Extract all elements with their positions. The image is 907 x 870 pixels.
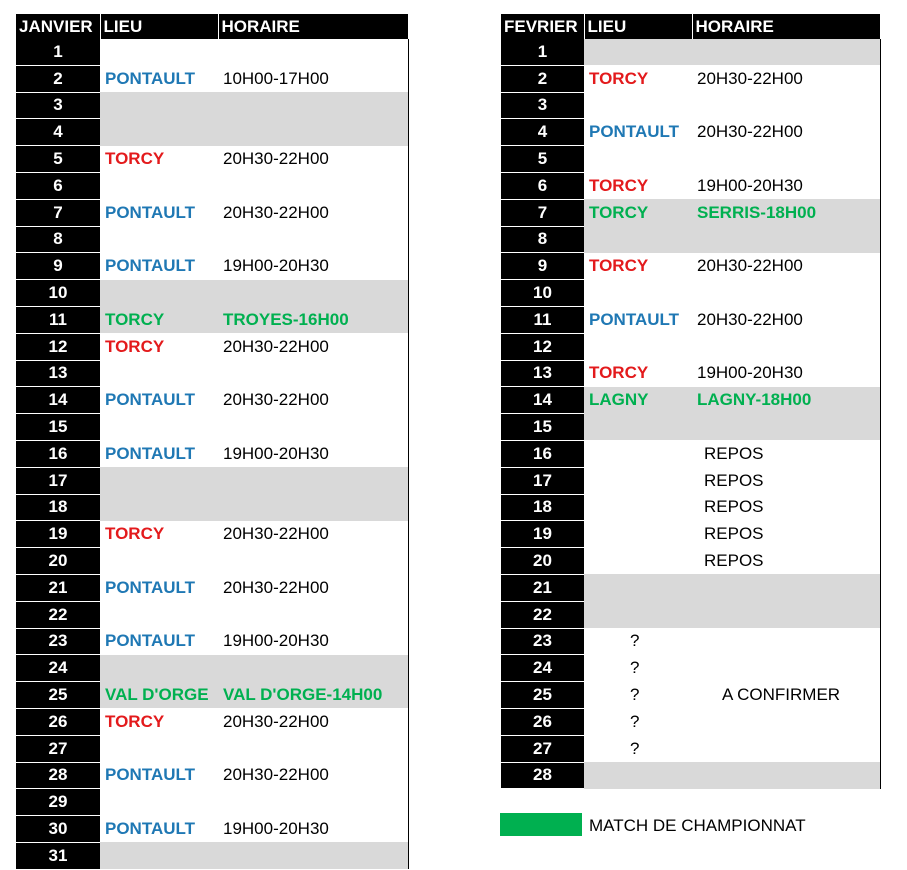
fevrier-lieu-cell: ? — [630, 738, 640, 758]
fevrier-lieu-cell: TORCY — [589, 363, 649, 383]
janvier-day-cell: 26 — [16, 708, 100, 735]
janvier-horaire-cell: 19H00-20H30 — [218, 628, 408, 655]
janvier-lieu-cell — [100, 414, 218, 441]
fevrier-day-cell: 8 — [501, 226, 584, 253]
fevrier-day-cell: 22 — [501, 601, 584, 628]
fevrier-row — [501, 172, 880, 199]
fevrier-row — [501, 655, 880, 682]
fevrier-day-cell: 11 — [501, 306, 584, 333]
janvier-horaire-cell: TROYES-16H00 — [218, 306, 408, 333]
janvier-lieu-cell — [100, 842, 218, 869]
fevrier-row — [501, 360, 880, 387]
janvier-lieu-cell — [100, 92, 218, 119]
fevrier-day-cell: 4 — [501, 119, 584, 146]
janvier-row — [16, 119, 408, 146]
janvier-lieu-cell — [100, 119, 218, 146]
fevrier-day-cell: 16 — [501, 440, 584, 467]
janvier-lieu-cell: TORCY — [105, 711, 165, 731]
janvier-lieu-cell — [100, 280, 218, 307]
fevrier-row — [501, 762, 880, 789]
janvier-day-cell: 16 — [16, 440, 100, 467]
fevrier-horaire-cell — [692, 574, 880, 601]
fevrier-row — [501, 467, 880, 494]
fevrier-horaire-cell: 20H30-22H00 — [692, 253, 880, 280]
fevrier-row — [501, 253, 880, 280]
fevrier-row — [501, 92, 880, 119]
fevrier-horaire-cell — [692, 628, 880, 655]
janvier-row — [16, 280, 408, 307]
janvier-horaire-cell — [218, 92, 408, 119]
janvier-row — [16, 655, 408, 682]
janvier-horaire-cell: 20H30-22H00 — [218, 333, 408, 360]
fevrier-row — [501, 414, 880, 441]
fevrier-row — [501, 708, 880, 735]
fevrier-lieu-cell: TORCY — [589, 175, 649, 195]
janvier-day-cell: 13 — [16, 360, 100, 387]
fevrier-row — [501, 494, 880, 521]
janvier-horaire-cell: 20H30-22H00 — [218, 387, 408, 414]
janvier-day-cell: 7 — [16, 199, 100, 226]
fevrier-day-cell: 21 — [501, 574, 584, 601]
janvier-lieu-cell: TORCY — [100, 306, 218, 333]
janvier-lieu-cell: PONTAULT — [105, 577, 196, 597]
janvier-day-cell: 24 — [16, 655, 100, 682]
janvier-horaire-cell — [218, 735, 408, 762]
fevrier-horaire-cell — [692, 655, 880, 682]
fevrier-row — [501, 280, 880, 307]
fevrier-lieu-cell — [584, 601, 692, 628]
fevrier-day-cell: 24 — [501, 655, 584, 682]
fevrier-horaire-cell — [692, 146, 880, 173]
fevrier-day-cell: 23 — [501, 628, 584, 655]
fevrier-day-cell: 1 — [501, 39, 584, 65]
janvier-row — [16, 253, 408, 280]
fevrier-horaire-cell — [692, 762, 880, 789]
janvier-day-cell: 25 — [16, 682, 100, 709]
fevrier-table — [501, 14, 881, 789]
fevrier-horaire-cell: 20H30-22H00 — [692, 306, 880, 333]
fevrier-day-cell: 27 — [501, 735, 584, 762]
fevrier-day-cell: 9 — [501, 253, 584, 280]
fevrier-day-cell: 18 — [501, 494, 584, 521]
janvier-row — [16, 467, 408, 494]
janvier-row — [16, 199, 408, 226]
janvier-horaire-cell: 20H30-22H00 — [218, 708, 408, 735]
janvier-day-cell: 15 — [16, 414, 100, 441]
janvier-horaire-cell — [218, 119, 408, 146]
janvier-row — [16, 92, 408, 119]
fevrier-horaire-cell: REPOS — [692, 467, 880, 494]
janvier-horaire-cell — [218, 280, 408, 307]
janvier-row — [16, 65, 408, 92]
janvier-lieu-cell: PONTAULT — [105, 202, 196, 222]
fevrier-day-cell: 19 — [501, 521, 584, 548]
janvier-day-cell: 17 — [16, 467, 100, 494]
fevrier-day-cell: 5 — [501, 146, 584, 173]
janvier-lieu-header: LIEU — [100, 14, 218, 39]
fevrier-horaire-cell: A CONFIRMER — [692, 682, 880, 709]
fevrier-row — [501, 199, 880, 226]
fevrier-lieu-cell — [584, 226, 692, 253]
fevrier-horaire-cell: 19H00-20H30 — [692, 360, 880, 387]
janvier-row — [16, 414, 408, 441]
fevrier-lieu-cell: LAGNY — [584, 387, 692, 414]
janvier-horaire-cell — [218, 172, 408, 199]
janvier-horaire-header: HORAIRE — [218, 14, 408, 39]
fevrier-horaire-cell: REPOS — [692, 521, 880, 548]
janvier-row — [16, 494, 408, 521]
janvier-row — [16, 521, 408, 548]
fevrier-row — [501, 601, 880, 628]
janvier-lieu-cell: TORCY — [105, 336, 165, 356]
janvier-day-cell: 14 — [16, 387, 100, 414]
fevrier-lieu-cell: ? — [630, 685, 640, 705]
janvier-day-cell: 28 — [16, 762, 100, 789]
fevrier-row — [501, 521, 880, 548]
fevrier-horaire-cell — [692, 414, 880, 441]
fevrier-day-cell: 25 — [501, 682, 584, 709]
janvier-day-cell: 18 — [16, 494, 100, 521]
fevrier-row — [501, 548, 880, 575]
janvier-lieu-cell: PONTAULT — [105, 631, 196, 651]
fevrier-day-cell: 2 — [501, 65, 584, 92]
janvier-row — [16, 628, 408, 655]
janvier-row — [16, 333, 408, 360]
janvier-row — [16, 708, 408, 735]
janvier-month-header: JANVIER — [16, 14, 100, 39]
janvier-day-cell: 6 — [16, 172, 100, 199]
fevrier-day-cell: 10 — [501, 280, 584, 307]
fevrier-horaire-header: HORAIRE — [692, 14, 880, 39]
janvier-day-cell: 11 — [16, 306, 100, 333]
fevrier-lieu-cell: TORCY — [589, 68, 649, 88]
fevrier-horaire-cell: 19H00-20H30 — [692, 172, 880, 199]
fevrier-lieu-cell — [584, 574, 692, 601]
fevrier-lieu-cell: PONTAULT — [589, 122, 680, 142]
janvier-lieu-cell: PONTAULT — [105, 765, 196, 785]
janvier-lieu-cell — [100, 360, 218, 387]
legend-swatch — [500, 813, 582, 836]
fevrier-lieu-cell — [584, 521, 692, 548]
janvier-lieu-cell — [100, 735, 218, 762]
fevrier-row — [501, 682, 880, 709]
fevrier-row — [501, 146, 880, 173]
fevrier-horaire-cell: REPOS — [692, 548, 880, 575]
fevrier-day-cell: 14 — [501, 387, 584, 414]
janvier-row — [16, 387, 408, 414]
fevrier-horaire-cell — [692, 333, 880, 360]
fevrier-lieu-cell — [584, 333, 692, 360]
fevrier-horaire-cell: REPOS — [692, 494, 880, 521]
janvier-horaire-cell: 19H00-20H30 — [218, 440, 408, 467]
janvier-row — [16, 226, 408, 253]
janvier-lieu-cell — [100, 601, 218, 628]
fevrier-horaire-cell: SERRIS-18H00 — [692, 199, 880, 226]
fevrier-lieu-cell: ? — [630, 658, 640, 678]
fevrier-day-cell: 28 — [501, 762, 584, 789]
janvier-horaire-cell: 20H30-22H00 — [218, 521, 408, 548]
fevrier-row — [501, 306, 880, 333]
fevrier-day-cell: 20 — [501, 548, 584, 575]
fevrier-lieu-cell — [584, 440, 692, 467]
janvier-row — [16, 360, 408, 387]
fevrier-horaire-cell: 20H30-22H00 — [692, 65, 880, 92]
janvier-table — [16, 14, 409, 870]
janvier-lieu-cell: PONTAULT — [105, 68, 196, 88]
janvier-row — [16, 39, 408, 65]
fevrier-day-cell: 13 — [501, 360, 584, 387]
fevrier-row — [501, 226, 880, 253]
fevrier-horaire-cell — [692, 280, 880, 307]
fevrier-horaire-cell: REPOS — [692, 440, 880, 467]
janvier-horaire-cell: 20H30-22H00 — [218, 574, 408, 601]
janvier-day-cell: 30 — [16, 816, 100, 843]
fevrier-row — [501, 628, 880, 655]
fevrier-horaire-cell: LAGNY-18H00 — [692, 387, 880, 414]
janvier-day-cell: 10 — [16, 280, 100, 307]
janvier-row — [16, 574, 408, 601]
janvier-row — [16, 842, 408, 869]
janvier-row — [16, 762, 408, 789]
janvier-row — [16, 789, 408, 816]
janvier-horaire-cell — [218, 789, 408, 816]
janvier-day-cell: 27 — [16, 735, 100, 762]
janvier-horaire-cell: 19H00-20H30 — [218, 816, 408, 843]
janvier-horaire-cell — [218, 655, 408, 682]
fevrier-day-cell: 26 — [501, 708, 584, 735]
fevrier-lieu-cell — [584, 39, 692, 65]
fevrier-horaire-cell — [692, 226, 880, 253]
fevrier-horaire-cell — [692, 39, 880, 65]
janvier-row — [16, 440, 408, 467]
janvier-day-cell: 3 — [16, 92, 100, 119]
fevrier-lieu-cell — [584, 548, 692, 575]
janvier-row — [16, 172, 408, 199]
fevrier-row — [501, 119, 880, 146]
janvier-lieu-cell — [100, 655, 218, 682]
janvier-day-cell: 1 — [16, 39, 100, 65]
fevrier-lieu-cell — [584, 280, 692, 307]
janvier-day-cell: 29 — [16, 789, 100, 816]
janvier-day-cell: 23 — [16, 628, 100, 655]
fevrier-row — [501, 387, 880, 414]
fevrier-row — [501, 574, 880, 601]
janvier-horaire-cell — [218, 842, 408, 869]
janvier-lieu-cell — [100, 172, 218, 199]
janvier-lieu-cell: PONTAULT — [105, 819, 196, 838]
janvier-lieu-cell: VAL D'ORGE — [100, 682, 218, 709]
janvier-row — [16, 306, 408, 333]
fevrier-row — [501, 39, 880, 65]
janvier-day-cell: 2 — [16, 65, 100, 92]
janvier-horaire-cell — [218, 226, 408, 253]
fevrier-lieu-cell — [584, 146, 692, 173]
janvier-row — [16, 548, 408, 575]
janvier-day-cell: 20 — [16, 548, 100, 575]
fevrier-lieu-cell: PONTAULT — [589, 309, 680, 329]
janvier-lieu-cell — [100, 467, 218, 494]
fevrier-lieu-cell: TORCY — [589, 256, 649, 276]
janvier-horaire-cell: 10H00-17H00 — [218, 65, 408, 92]
janvier-horaire-cell: 20H30-22H00 — [218, 762, 408, 789]
fevrier-month-header: FEVRIER — [501, 14, 584, 39]
janvier-row — [16, 601, 408, 628]
janvier-day-cell: 31 — [16, 842, 100, 869]
janvier-row — [16, 146, 408, 173]
fevrier-lieu-cell: ? — [630, 711, 640, 731]
fevrier-lieu-cell: ? — [630, 631, 640, 651]
legend-label: MATCH DE CHAMPIONNAT — [589, 816, 806, 835]
janvier-day-cell: 19 — [16, 521, 100, 548]
janvier-lieu-cell: PONTAULT — [105, 443, 196, 463]
fevrier-lieu-header: LIEU — [584, 14, 692, 39]
fevrier-day-cell: 12 — [501, 333, 584, 360]
fevrier-row — [501, 440, 880, 467]
janvier-horaire-cell — [218, 414, 408, 441]
janvier-horaire-cell — [218, 548, 408, 575]
janvier-day-cell: 4 — [16, 119, 100, 146]
janvier-horaire-cell — [218, 39, 408, 65]
fevrier-lieu-cell — [584, 92, 692, 119]
janvier-lieu-cell — [100, 548, 218, 575]
janvier-horaire-cell — [218, 601, 408, 628]
fevrier-lieu-cell — [584, 762, 692, 789]
janvier-day-cell: 5 — [16, 146, 100, 173]
fevrier-day-cell: 6 — [501, 172, 584, 199]
janvier-lieu-cell — [100, 494, 218, 521]
janvier-rows — [16, 39, 408, 869]
fevrier-horaire-cell: 20H30-22H00 — [692, 119, 880, 146]
janvier-horaire-cell: 20H30-22H00 — [218, 146, 408, 173]
janvier-horaire-cell — [218, 467, 408, 494]
janvier-lieu-cell — [100, 39, 218, 65]
fevrier-rows — [501, 39, 880, 789]
janvier-horaire-cell — [218, 494, 408, 521]
janvier-horaire-cell: 19H00-20H30 — [218, 253, 408, 280]
fevrier-day-cell: 17 — [501, 467, 584, 494]
fevrier-header-row — [501, 14, 880, 39]
fevrier-horaire-cell — [692, 92, 880, 119]
fevrier-horaire-cell — [692, 735, 880, 762]
fevrier-lieu-cell — [584, 494, 692, 521]
janvier-lieu-cell: PONTAULT — [105, 256, 196, 276]
fevrier-day-cell: 3 — [501, 92, 584, 119]
janvier-header-row — [16, 14, 408, 39]
janvier-lieu-cell: TORCY — [105, 149, 165, 169]
fevrier-horaire-cell — [692, 601, 880, 628]
janvier-row — [16, 735, 408, 762]
janvier-day-cell: 21 — [16, 574, 100, 601]
janvier-horaire-cell: 20H30-22H00 — [218, 199, 408, 226]
janvier-lieu-cell — [100, 789, 218, 816]
janvier-day-cell: 12 — [16, 333, 100, 360]
janvier-lieu-cell: TORCY — [105, 524, 165, 544]
fevrier-row — [501, 333, 880, 360]
janvier-horaire-cell: VAL D'ORGE-14H00 — [218, 682, 408, 709]
janvier-row — [16, 682, 408, 709]
fevrier-day-cell: 7 — [501, 199, 584, 226]
fevrier-lieu-cell — [584, 414, 692, 441]
janvier-day-cell: 8 — [16, 226, 100, 253]
janvier-day-cell: 22 — [16, 601, 100, 628]
fevrier-horaire-cell — [692, 708, 880, 735]
fevrier-day-cell: 15 — [501, 414, 584, 441]
fevrier-lieu-cell — [584, 467, 692, 494]
janvier-day-cell: 9 — [16, 253, 100, 280]
janvier-lieu-cell: PONTAULT — [105, 390, 196, 410]
janvier-row — [16, 816, 408, 843]
janvier-lieu-cell — [100, 226, 218, 253]
fevrier-lieu-cell: TORCY — [584, 199, 692, 226]
fevrier-row — [501, 735, 880, 762]
janvier-horaire-cell — [218, 360, 408, 387]
fevrier-row — [501, 65, 880, 92]
